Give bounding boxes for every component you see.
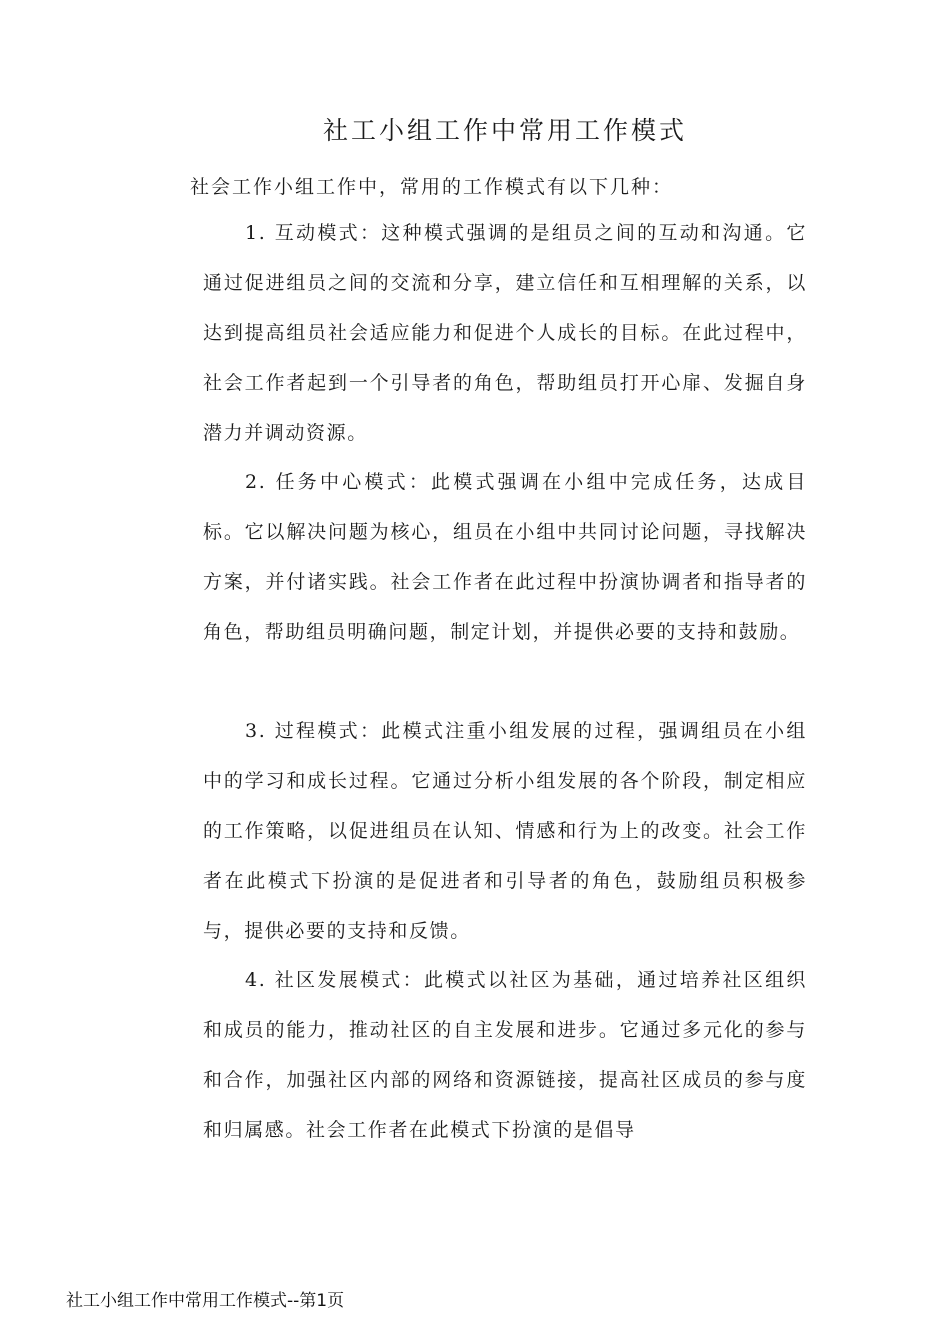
paragraph-community-development-mode: 4. 社区发展模式：此模式以社区为基础，通过培养社区组织和成员的能力，推动社区的自主发展和进步。它通过多元化的参与和合作，加强社区内部的网络和资源链接，提高社区成员的参与度和归属感。社会工作者在此模式下扮演的是倡导 — [203, 969, 807, 1141]
intro-text: 社会工作小组工作中，常用的工作模式有以下几种： — [190, 176, 674, 198]
document-title: 社工小组工作中常用工作模式 — [322, 116, 687, 145]
paragraph-process-mode: 3. 过程模式：此模式注重小组发展的过程，强调组员在小组中的学习和成长过程。它通过分析小组发展的各个阶段，制定相应的工作策略，以促进组员在认知、情感和行为上的改变。社会工作者在此模式下扮演的是促进者和引导者的角色，鼓励组员积极参与，提供必要的支持和反馈。 — [203, 720, 807, 942]
paragraph-interaction-mode: 1. 互动模式：这种模式强调的是组员之间的互动和沟通。它通过促进组员之间的交流和分享，建立信任和互相理解的关系，以达到提高组员社会适应能力和促进个人成长的目标。在此过程中，社会工作者起到一个引导者的角色，帮助组员打开心扉、发掘自身潜力并调动资源。 — [203, 222, 807, 444]
paragraph-task-centered-mode: 2. 任务中心模式：此模式强调在小组中完成任务，达成目标。它以解决问题为核心，组员在小组中共同讨论问题，寻找解决方案，并付诸实践。社会工作者在此过程中扮演协调者和指导者的角色，帮助组员明确问题，制定计划，并提供必要的支持和鼓励。 — [203, 471, 807, 643]
page-footer: 社工小组工作中常用工作模式--第1页 — [66, 1291, 345, 1311]
